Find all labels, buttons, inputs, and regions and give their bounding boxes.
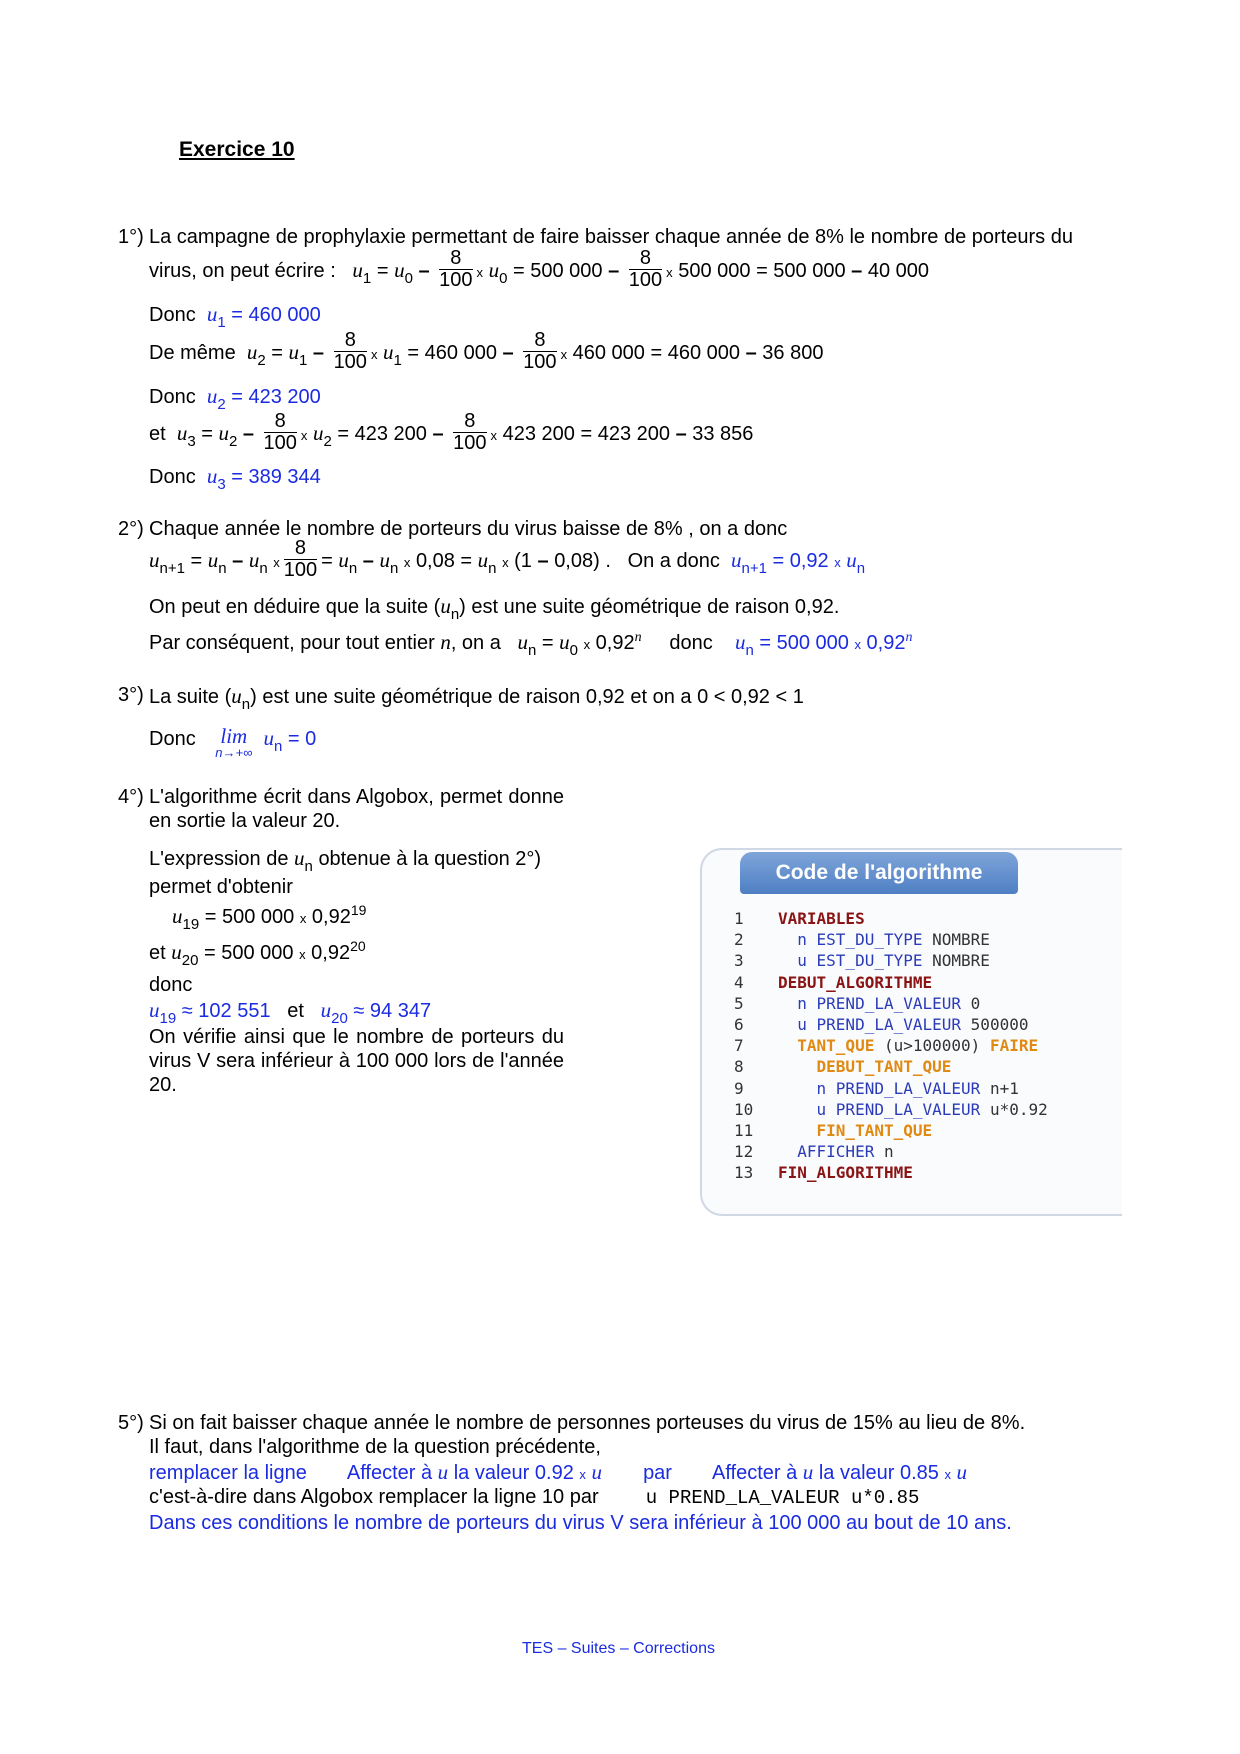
q3-text-a: La suite ( — [149, 686, 232, 708]
donc-label: Donc — [149, 386, 196, 408]
q1-formula-u2: De même $u_2 = u_1$ – $\frac{8}{100}$ x $u_1 = 460$ 000 – $\frac{8}{100}$ x 460 000 = 460 000 – 36 800 — [149, 329, 824, 373]
lim-symbol: lim — [220, 724, 248, 748]
approx-u19: ≈ 102 551 — [181, 1000, 271, 1022]
q1-f2-rest: = 460 000 — [407, 341, 497, 364]
q5-l3-b: Affecter à — [346, 1462, 433, 1484]
q2-intro: Chaque année le nombre de porteurs du virus baisse de 8% , on a donc — [149, 518, 788, 540]
q2-donc: donc — [669, 632, 713, 654]
q1-f3-end: 33 856 — [692, 422, 754, 445]
q3-donc: Donc — [149, 728, 196, 750]
q2-number: 2°) — [118, 518, 144, 540]
lim-under: n→+∞ — [215, 745, 253, 760]
q5-l3-c: la valeur 0.92 — [453, 1462, 574, 1484]
q4-u20-line: et $u_{20} = 500$ 000 x 0,92$^{20}$ — [149, 938, 366, 969]
u20-expr: = 500 000 — [204, 942, 294, 964]
de-meme-label: De même — [149, 341, 236, 364]
q4-p2-c: permet d'obtenir — [149, 876, 293, 898]
q2-f-paren: (1 — [514, 549, 532, 572]
approx-u20: ≈ 94 347 — [353, 1000, 432, 1022]
q1-f2-rest2: 460 000 = 460 000 — [572, 341, 741, 364]
q5-l3-e: Affecter à — [711, 1462, 798, 1484]
q2-f-mid: 0,08 = — [415, 549, 473, 572]
q2-cons-c: 0,92 — [595, 632, 635, 654]
q2-on-a-donc: On a donc — [627, 549, 720, 572]
q1-u2-result-line: Donc $u_2 = 423$ 200 — [149, 384, 321, 413]
q5-l3-f: la valeur 0.85 — [818, 1462, 939, 1484]
q5-line2: Il faut, dans l'algorithme de la question précédente, — [149, 1436, 601, 1458]
q1-f1-rest: = 500 000 — [513, 259, 603, 282]
u20-pow: 0,92 — [311, 942, 351, 964]
q1-f3-rest: = 423 200 — [337, 422, 427, 445]
exercise-title: Exercice 10 — [179, 138, 295, 161]
u1-result: = 460 000 — [231, 304, 321, 326]
u19-pow: 0,92 — [311, 906, 351, 928]
donc-label: Donc — [149, 304, 196, 326]
q4-p2-a: L'expression de — [149, 848, 289, 870]
q1-number: 1°) — [118, 226, 144, 248]
q2-geo-line: On peut en déduire que la suite $(u_n)$ est une suite géométrique de raison 0,92. — [149, 594, 840, 623]
q1-formula-u1: virus, on peut écrire : $u_1 = u_0$ – $\frac{8}{100}$ x $u_0 = 500$ 000 – $\frac{8}{100}$ x 500 000 = 500 000 – 40 000 — [149, 247, 930, 291]
q4-conclusion: On vérifie ainsi que le nombre de porteurs du virus V sera inférieur à 100 000 lors de l'année 20. — [149, 1026, 564, 1096]
q5-number: 5°) — [118, 1412, 144, 1434]
q5-line1: Si on fait baisser chaque année le nombre de personnes porteuses du virus de 15% au lieu de 8%. — [149, 1412, 1026, 1434]
q5-l4-code: u PREND_LA_VALEUR u*0.85 — [645, 1487, 920, 1509]
q2-geo-a: On peut en déduire que la suite ( — [149, 596, 441, 618]
q4-et: et — [149, 942, 166, 964]
u19-expr: = 500 000 — [204, 906, 295, 928]
u3-result: = 389 344 — [231, 466, 321, 488]
q2-result2-b: 0,92 — [866, 632, 906, 654]
q2-cons-b: , on a — [450, 632, 501, 654]
q4-p2: L'expression de $u_n$ obtenue à la question 2°) — [149, 846, 542, 875]
q3-limit-line: Donc lim n→+∞ $u_n = 0$ — [149, 724, 317, 760]
q1-u3-result-line: Donc $u_3 = 389$ 344 — [149, 464, 321, 493]
algorithm-code: 1 VARIABLES 2 n EST_DU_TYPE NOMBRE 3 u EST_DU_TYPE NOMBRE 4 DEBUT_ALGORITHME 5 n PREND_LA_VALEUR 0 6 u PREND_LA_VALEUR 500000 7 TANT_QUE (u>100000) FAIRE 8 DEBUT_TANT_QUE 9 n PREND_LA_VALEUR n+1 10 u PREND_LA_VALEUR u*0.92 11 FIN_TANT_QUE 12 AFFICHER n 13 FIN_ALGORITHME — [734, 909, 1048, 1183]
q1-formula-u3: et $u_3 = u_2$ – $\frac{8}{100}$ x $u_2 = 423$ 200 – $\frac{8}{100}$ x 423 200 = 423 200 – 33 856 — [149, 410, 754, 454]
q3-number: 3°) — [118, 684, 144, 706]
q2-cons-a: Par conséquent, pour tout entier — [149, 632, 435, 654]
q5-line5: Dans ces conditions le nombre de porteurs du virus V sera inférieur à 100 000 au bout de 10 ans. — [149, 1512, 1012, 1534]
q2-geo-b: ) est une suite géométrique de raison 0,92. — [459, 596, 840, 618]
q4-p2-b: obtenue à la question 2°) — [318, 848, 542, 870]
q1-line2-text: virus, on peut écrire : — [149, 259, 336, 282]
algorithm-panel-tab: Code de l'algorithme — [740, 852, 1018, 894]
page-footer: TES – Suites – Corrections — [522, 1640, 715, 1657]
q5-l4-a: c'est-à-dire dans Algobox remplacer la ligne 10 par — [149, 1486, 599, 1508]
q4-number: 4°) — [118, 786, 144, 808]
q1-intro: La campagne de prophylaxie permettant de faire baisser chaque année de 8% le nombre de porteurs du — [149, 226, 1073, 248]
q1-f1-end: 40 000 — [867, 259, 930, 282]
q3-text-b: ) est une suite géométrique de raison 0,92 et on a 0 < 0,92 < 1 — [250, 686, 804, 708]
q4-approx-line: $u_{19} \approx 102$ 551 et $u_{20} \approx 94$ 347 — [149, 998, 432, 1027]
q5-line3: remplacer la ligne Affecter à u la valeur 0.92 x u par Affecter à u la valeur 0.85 x u — [149, 1460, 968, 1484]
donc-label: Donc — [149, 466, 196, 488]
q1-f1-rest2: 500 000 = 500 000 — [678, 259, 846, 282]
q2-result: = 0,92 — [772, 549, 829, 572]
u2-result: = 423 200 — [231, 386, 321, 408]
q4-et2: et — [287, 1000, 304, 1022]
q2-result2: = 500 000 — [759, 632, 849, 654]
q2-cons-line: Par conséquent, pour tout entier n, on a $u_n = u_0$ x 0,92$^n$ donc $u_n = 500$ 000 x 0,92$^n$ — [149, 630, 913, 659]
et-label: et — [149, 422, 166, 445]
q1-f2-end: 36 800 — [762, 341, 824, 364]
q5-l3-d: par — [643, 1462, 672, 1484]
q4-p1: L'algorithme écrit dans Algobox, permet donne en sortie la valeur 20. — [149, 786, 564, 832]
q4-u19-line: $u_{19} = 500$ 000 x 0,92$^{19}$ — [172, 902, 367, 933]
lim-result: = 0 — [287, 728, 317, 750]
q3-text: La suite $(u_n)$ est une suite géométrique de raison 0,92 et on a 0 < 0,92 < 1 — [149, 684, 804, 713]
q1-u1-result-line: Donc $u_1 = 460$ 000 — [149, 302, 321, 331]
q1-f3-rest2: 423 200 = 423 200 — [502, 422, 670, 445]
q4-donc: donc — [149, 974, 193, 996]
q2-f-paren-end: 0,08) . — [554, 549, 611, 572]
q2-formula: $u_{n+1} = u_n - u_n$ x $\frac{8}{100}$ = $u_n - u_n$ x $0,08 = u_n$ x (1 – 0,08) . On a donc $u_{n+1} = 0,92$ x $u_n$ — [149, 537, 866, 581]
q5-l3-a: remplacer la ligne — [149, 1462, 307, 1484]
q5-line4 — [149, 1486, 919, 1509]
